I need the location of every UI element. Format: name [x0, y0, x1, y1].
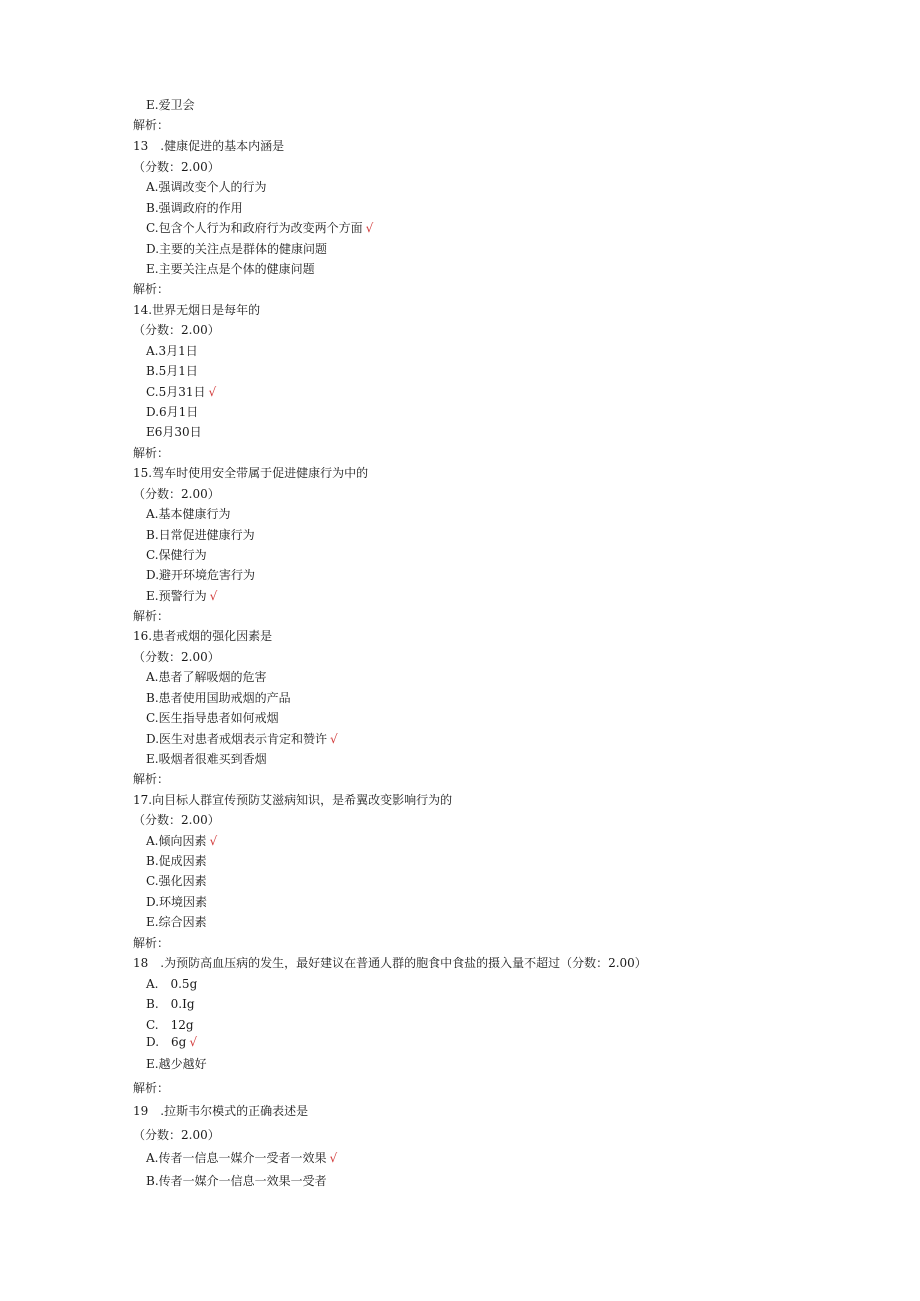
- answer-option: [146, 424, 202, 440]
- line-text: A.传者一信息一媒介一受者一效果: [146, 1151, 327, 1165]
- answer-option: [146, 241, 327, 257]
- line-text: 解析：: [133, 446, 170, 460]
- answer-option: [146, 873, 207, 889]
- line-text: D.环境因素: [146, 895, 208, 909]
- line-text: 14.世界无烟日是每年的: [133, 303, 261, 317]
- line-text: 17.向目标人群宣传预防艾滋病知识，是希翼改变影响行为的: [133, 793, 453, 807]
- answer-option: [146, 914, 207, 930]
- line-text: 13 .健康促进的基本内涵是: [133, 139, 285, 153]
- line-text: A.强调改变个人的行为: [146, 180, 267, 194]
- line-text: B.促成因素: [146, 854, 207, 868]
- line-text: 解析：: [133, 936, 170, 950]
- question-line: [133, 159, 220, 175]
- line-text: E.主要关注点是个体的健康问题: [146, 262, 315, 276]
- answer-option: [146, 1034, 197, 1050]
- answer-option: [146, 853, 207, 869]
- line-text: D.主要的关注点是群体的健康问题: [146, 242, 328, 256]
- answer-option: [146, 710, 279, 726]
- question-line: [133, 486, 220, 502]
- answer-option: [146, 97, 195, 113]
- line-text: 解析：: [133, 772, 170, 786]
- line-text: 15.驾车时使用安全带属于促进健康行为中的: [133, 466, 369, 480]
- line-text: C.强化因素: [146, 874, 207, 888]
- answer-option: [146, 690, 291, 706]
- line-text: A.基本健康行为: [146, 507, 231, 521]
- line-text: （分数：2.00）: [133, 323, 220, 337]
- answer-option: [146, 669, 266, 685]
- question-line: [133, 608, 169, 624]
- question-line: [133, 771, 169, 787]
- line-text: 解析：: [133, 118, 170, 132]
- answer-option: [146, 894, 207, 910]
- answer-option: [146, 833, 217, 849]
- line-text: C.5月31日: [146, 385, 206, 399]
- line-text: B.患者使用国助戒烟的产品: [146, 691, 291, 705]
- line-text: 18 .为预防高血压病的发生，最好建议在普通人群的胞食中食盐的摄入量不超过（分数：2.00）: [133, 956, 647, 970]
- answer-option: [146, 363, 198, 379]
- line-text: 19 .拉斯韦尔模式的正确表述是: [133, 1104, 309, 1118]
- question-line: [133, 302, 260, 318]
- question-line: [133, 138, 284, 154]
- correct-check-icon: √: [209, 834, 218, 848]
- line-text: D.避开环境危害行为: [146, 568, 256, 582]
- answer-option: [146, 567, 255, 583]
- question-line: [133, 792, 452, 808]
- line-text: A. 0.5g: [146, 977, 198, 991]
- line-text: 解析：: [133, 1081, 170, 1095]
- question-line: [133, 955, 647, 971]
- answer-option: [146, 1173, 327, 1189]
- correct-check-icon: √: [329, 1151, 338, 1165]
- answer-option: [146, 731, 338, 747]
- answer-option: [146, 527, 255, 543]
- line-text: A.倾向因素: [146, 834, 207, 848]
- line-text: B.5月1日: [146, 364, 198, 378]
- answer-option: [146, 404, 198, 420]
- line-text: E.吸烟者很难买到香烟: [146, 752, 267, 766]
- line-text: B.传者一媒介一信息一效果一受者: [146, 1174, 327, 1188]
- line-text: E6月30日: [146, 425, 202, 439]
- question-line: [133, 1080, 169, 1096]
- answer-option: [146, 506, 230, 522]
- line-text: B. 0.Ig: [146, 997, 195, 1011]
- line-text: C.医生指导患者如何戒烟: [146, 711, 279, 725]
- answer-option: [146, 220, 373, 236]
- correct-check-icon: √: [330, 732, 338, 746]
- line-text: A.3月1日: [146, 344, 198, 358]
- line-text: B.日常促进健康行为: [146, 528, 255, 542]
- line-text: （分数：2.00）: [133, 160, 220, 174]
- line-text: D. 6g: [146, 1035, 187, 1049]
- line-text: （分数：2.00）: [133, 813, 220, 827]
- answer-option: [146, 996, 195, 1012]
- line-text: （分数：2.00）: [133, 1128, 220, 1142]
- correct-check-icon: √: [209, 589, 218, 603]
- answer-option: [146, 200, 243, 216]
- line-text: C.保健行为: [146, 548, 207, 562]
- question-line: [133, 445, 169, 461]
- line-text: C. 12g: [146, 1018, 194, 1032]
- answer-option: [146, 751, 267, 767]
- line-text: （分数：2.00）: [133, 650, 220, 664]
- question-line: [133, 281, 169, 297]
- question-line: [133, 117, 169, 133]
- question-line: [133, 1127, 220, 1143]
- question-line: [133, 322, 220, 338]
- question-line: [133, 649, 220, 665]
- correct-check-icon: √: [208, 385, 217, 399]
- question-line: [133, 812, 220, 828]
- line-text: D.6月1日: [146, 405, 199, 419]
- line-text: E.越少越好: [146, 1057, 207, 1071]
- answer-option: [146, 179, 266, 195]
- answer-option: [146, 343, 198, 359]
- correct-check-icon: √: [365, 221, 374, 235]
- question-line: [133, 935, 169, 951]
- line-text: 16.患者戒烟的强化因素是: [133, 629, 273, 643]
- correct-check-icon: √: [189, 1035, 197, 1049]
- line-text: 解析：: [133, 282, 170, 296]
- line-text: （分数：2.00）: [133, 487, 220, 501]
- answer-option: [146, 384, 216, 400]
- line-text: E.爱卫会: [146, 98, 195, 112]
- answer-option: [146, 1056, 207, 1072]
- question-line: [133, 465, 368, 481]
- line-text: D.医生对患者戒烟表示肯定和赞许: [146, 732, 328, 746]
- line-text: A.患者了解吸烟的危害: [146, 670, 267, 684]
- line-text: E.综合因素: [146, 915, 207, 929]
- question-line: [133, 628, 272, 644]
- line-text: C.包含个人行为和政府行为改变两个方面: [146, 221, 363, 235]
- question-line: [133, 1103, 308, 1119]
- answer-option: [146, 976, 197, 992]
- line-text: B.强调政府的作用: [146, 201, 243, 215]
- answer-option: [146, 1017, 194, 1033]
- answer-option: [146, 1150, 337, 1166]
- answer-option: [146, 547, 207, 563]
- answer-option: [146, 261, 315, 277]
- line-text: E.预警行为: [146, 589, 207, 603]
- answer-option: [146, 588, 217, 604]
- line-text: 解析：: [133, 609, 170, 623]
